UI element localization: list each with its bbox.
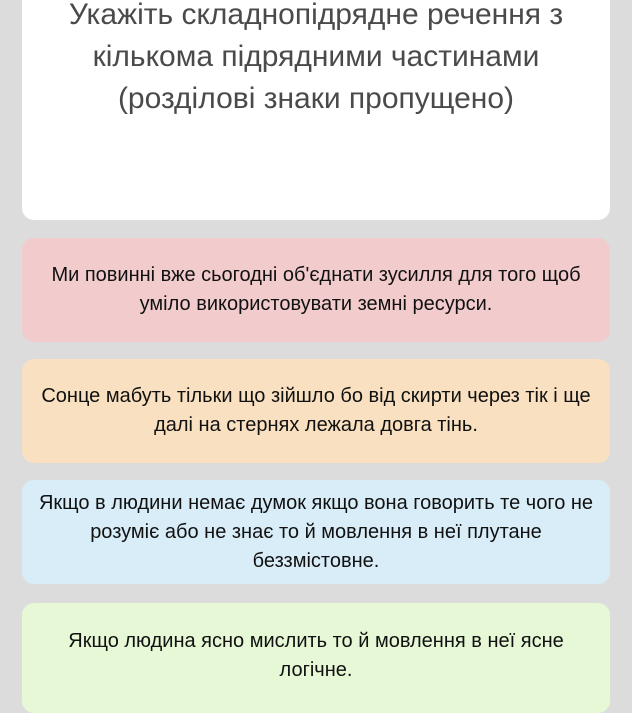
- answer-option-2-text: Сонце мабуть тільки що зійшло бо від скирти через тік і ще далі на стернях лежала довга тінь.: [41, 385, 591, 436]
- answer-option-3[interactable]: [22, 480, 610, 584]
- answer-option-2[interactable]: [22, 359, 610, 463]
- answer-option-1[interactable]: [22, 238, 610, 342]
- answer-option-1-text: Ми повинні вже сьогодні об'єднати зусилля для того щоб уміло використовувати земні ресурси.: [51, 264, 581, 315]
- answer-option-4-text: Якщо людина ясно мислить то й мовлення в неї ясне логічне.: [68, 630, 564, 681]
- question-card: [22, 0, 610, 220]
- question-text: Укажіть складнопідрядне речення з кількома підрядними частинами (розділові знаки пропущено): [68, 0, 564, 115]
- answer-option-4[interactable]: [22, 603, 610, 713]
- answer-option-3-text: Якщо в людини немає думок якщо вона говорить те чого не розуміє або не знає то й мовлення в неї плутане беззмістовне.: [38, 491, 594, 572]
